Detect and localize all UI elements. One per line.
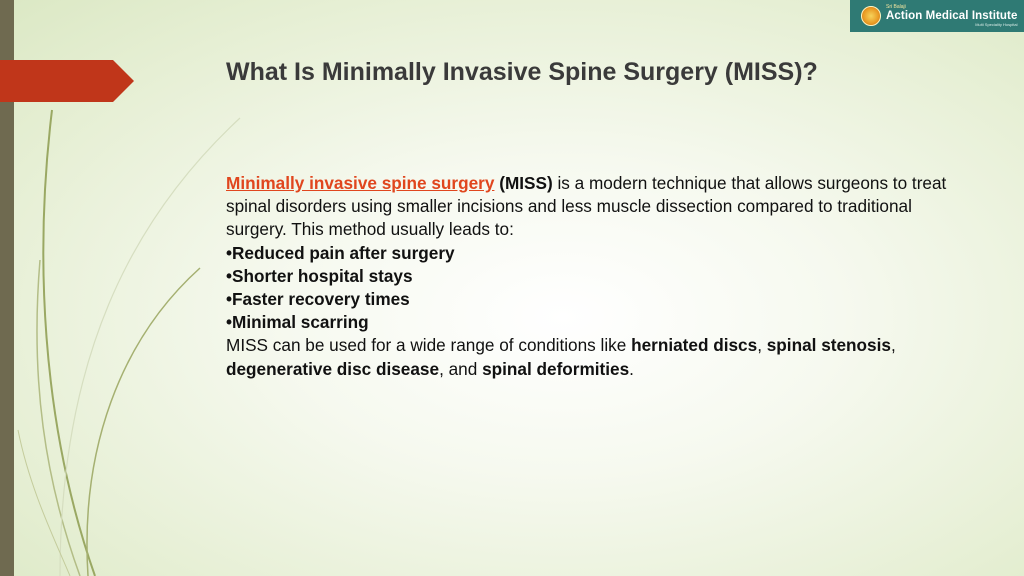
logo-emblem-icon	[861, 6, 881, 26]
miss-link[interactable]: Minimally invasive spine surgery	[226, 173, 495, 193]
logo-small-text: Sri Balaji	[886, 3, 906, 10]
bullet-item: •Minimal scarring	[226, 312, 369, 333]
condition-term: spinal deformities	[482, 358, 630, 379]
closing-paragraph: MISS can be used for a wide range of conditions like herniated discs, spinal stenosis, degenerative disc disease, and spinal deformities.	[226, 335, 896, 379]
logo-main-text: Action Medical Institute	[886, 9, 1018, 22]
bullet-item: •Reduced pain after surgery	[226, 242, 455, 263]
intro-paragraph	[226, 172, 966, 242]
condition-term: herniated discs	[631, 335, 758, 356]
condition-term: degenerative disc disease	[226, 358, 440, 379]
slide-title: What Is Minimally Invasive Spine Surgery (MISS)?	[226, 58, 818, 86]
logo-sub-text: Multi Speciality Hospital	[975, 22, 1018, 28]
slide-content	[226, 172, 966, 381]
logo-text	[886, 5, 1017, 28]
section-arrow-shape	[0, 60, 135, 104]
intro-rest: is a modern technique that allows surgeons to treat spinal disorders using smaller incisions and less muscle dissection compared to traditional surgery. This method usually leads to:	[226, 173, 947, 240]
bullet-item: •Shorter hospital stays	[226, 265, 413, 286]
miss-abbr: (MISS)	[499, 173, 553, 193]
bullet-item: •Faster recovery times	[226, 289, 410, 310]
condition-term: spinal stenosis	[766, 335, 891, 356]
hospital-logo	[850, 0, 1024, 32]
